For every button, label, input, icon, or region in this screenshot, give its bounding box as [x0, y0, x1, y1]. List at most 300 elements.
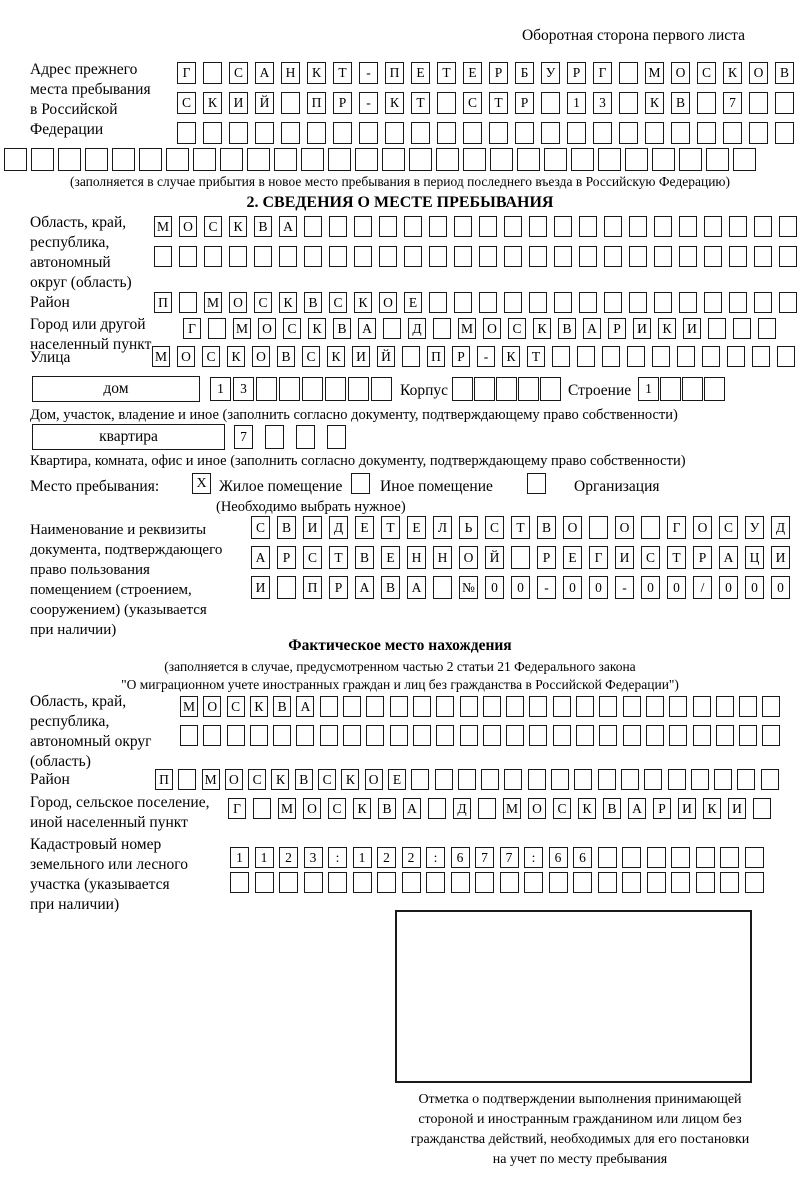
- cadastre-row-1: [230, 847, 764, 868]
- char-box: [180, 725, 198, 746]
- char-box: [623, 696, 641, 717]
- cadastre-row-2: [230, 872, 764, 893]
- char-box: О: [365, 769, 383, 790]
- char-box: К: [578, 798, 596, 819]
- char-box: [354, 216, 372, 237]
- char-box: 1: [567, 92, 586, 114]
- char-box: П: [155, 769, 173, 790]
- apartment-cells: [234, 425, 346, 449]
- char-box: [483, 725, 501, 746]
- char-box: [567, 122, 586, 144]
- char-box: [166, 148, 189, 171]
- char-box: О: [177, 346, 195, 367]
- char-box: К: [723, 62, 742, 84]
- char-box: С: [553, 798, 571, 819]
- char-box: [529, 246, 547, 267]
- char-box: [551, 769, 569, 790]
- char-box: У: [541, 62, 560, 84]
- char-box: [554, 216, 572, 237]
- char-box: [579, 216, 597, 237]
- char-box: О: [203, 696, 221, 717]
- char-box: О: [459, 546, 478, 569]
- char-box: С: [329, 292, 347, 313]
- actual-city-label-line: иной населенный пункт: [30, 814, 188, 831]
- char-box: [629, 292, 647, 313]
- char-box: [265, 425, 284, 449]
- region-label-line: республика,: [30, 234, 110, 251]
- char-box: В: [304, 292, 322, 313]
- house-note: Дом, участок, владение и иное (заполнить согласно документу, подтверждающему право собственности): [30, 407, 678, 423]
- char-box: Р: [515, 92, 534, 114]
- char-box: [451, 872, 470, 893]
- cadastre-label-line: участка (указывается: [30, 876, 170, 893]
- char-box: [625, 148, 648, 171]
- char-box: П: [307, 92, 326, 114]
- char-box: [753, 798, 771, 819]
- stay-type-checkbox-residential: X: [192, 473, 211, 494]
- char-box: [329, 246, 347, 267]
- char-box: [511, 546, 530, 569]
- region-label-line: автономный: [30, 254, 111, 271]
- char-box: 3: [593, 92, 612, 114]
- stay-type-option-other: Иное помещение: [380, 478, 493, 495]
- char-box: [250, 725, 268, 746]
- char-box: [739, 696, 757, 717]
- actual-region-label-line: республика,: [30, 713, 110, 730]
- char-box: [733, 318, 751, 339]
- char-box: :: [426, 847, 445, 868]
- char-box: [296, 425, 315, 449]
- char-box: [274, 148, 297, 171]
- char-box: А: [403, 798, 421, 819]
- char-box: Т: [511, 516, 530, 539]
- char-box: [379, 216, 397, 237]
- char-box: [654, 292, 672, 313]
- char-box: И: [352, 346, 370, 367]
- char-box: [255, 122, 274, 144]
- char-box: [483, 696, 501, 717]
- char-box: В: [355, 546, 374, 569]
- char-box: [775, 122, 794, 144]
- char-box: 1: [230, 847, 249, 868]
- char-box: [301, 148, 324, 171]
- char-box: К: [227, 346, 245, 367]
- char-box: [579, 246, 597, 267]
- char-box: [579, 292, 597, 313]
- char-box: [654, 216, 672, 237]
- char-box: А: [719, 546, 738, 569]
- char-box: [343, 725, 361, 746]
- char-box: [669, 725, 687, 746]
- char-box: [752, 346, 770, 367]
- region-row-2: [154, 246, 797, 267]
- char-box: [203, 725, 221, 746]
- char-box: [619, 92, 638, 114]
- char-box: К: [271, 769, 289, 790]
- char-box: -: [359, 62, 378, 84]
- char-box: [515, 122, 534, 144]
- char-box: В: [603, 798, 621, 819]
- prev-address-row-2: [177, 92, 794, 114]
- char-box: [553, 725, 571, 746]
- char-box: [540, 377, 561, 401]
- char-box: С: [229, 62, 248, 84]
- char-box: Р: [537, 546, 556, 569]
- char-box: Н: [281, 62, 300, 84]
- char-box: [359, 122, 378, 144]
- char-box: [577, 346, 595, 367]
- char-box: [435, 769, 453, 790]
- char-box: [654, 246, 672, 267]
- char-box: Р: [333, 92, 352, 114]
- prev-address-note: (заполняется в случае прибытия в новое место пребывания в период последнего въезда в Российскую Федерацию): [69, 174, 731, 189]
- char-box: [411, 769, 429, 790]
- char-box: О: [563, 516, 582, 539]
- char-box: [454, 216, 472, 237]
- char-box: [409, 148, 432, 171]
- char-box: [139, 148, 162, 171]
- char-box: [529, 292, 547, 313]
- char-box: [474, 377, 495, 401]
- char-box: -: [537, 576, 556, 599]
- char-box: [708, 318, 726, 339]
- char-box: 1: [255, 847, 274, 868]
- stay-type-option-residential: Жилое помещение: [219, 478, 343, 495]
- char-box: 0: [667, 576, 686, 599]
- char-box: -: [615, 576, 634, 599]
- char-box: [598, 847, 617, 868]
- char-box: [366, 725, 384, 746]
- char-box: [343, 696, 361, 717]
- char-box: [429, 292, 447, 313]
- char-box: 0: [485, 576, 504, 599]
- char-box: [329, 216, 347, 237]
- korpus-cells: [452, 377, 561, 401]
- char-box: С: [302, 346, 320, 367]
- char-box: 2: [279, 847, 298, 868]
- char-box: [489, 122, 508, 144]
- char-box: [574, 769, 592, 790]
- char-box: [749, 122, 768, 144]
- char-box: [328, 872, 347, 893]
- region-label-line: Область, край,: [30, 214, 127, 231]
- char-box: 7: [723, 92, 742, 114]
- actual-location-note-2: "О миграционном учете иностранных граждан и лиц без гражданства в Российской Федерации"): [121, 677, 679, 692]
- char-box: [454, 292, 472, 313]
- prev-address-label: [30, 60, 151, 140]
- char-box: А: [251, 546, 270, 569]
- char-box: И: [771, 546, 790, 569]
- char-box: А: [355, 576, 374, 599]
- char-box: К: [203, 92, 222, 114]
- char-box: [604, 292, 622, 313]
- char-box: [366, 696, 384, 717]
- char-box: С: [485, 516, 504, 539]
- char-box: [727, 346, 745, 367]
- prev-address-label-line: Федерации: [30, 121, 104, 138]
- char-box: [599, 725, 617, 746]
- char-box: [402, 346, 420, 367]
- char-box: [277, 576, 296, 599]
- char-box: [652, 148, 675, 171]
- district-row: [154, 292, 797, 313]
- char-box: К: [327, 346, 345, 367]
- char-box: [629, 246, 647, 267]
- house-widebox: дом: [32, 376, 200, 402]
- char-box: [621, 769, 639, 790]
- char-box: [307, 122, 326, 144]
- char-box: А: [583, 318, 601, 339]
- char-box: М: [180, 696, 198, 717]
- char-box: [385, 122, 404, 144]
- actual-location-title: Фактическое место нахождения: [288, 637, 512, 654]
- char-box: [553, 696, 571, 717]
- char-box: [379, 246, 397, 267]
- char-box: [604, 246, 622, 267]
- char-box: [589, 516, 608, 539]
- char-box: М: [278, 798, 296, 819]
- district-label: Район: [30, 294, 70, 311]
- char-box: Н: [433, 546, 452, 569]
- char-box: [348, 377, 369, 401]
- char-box: [671, 122, 690, 144]
- char-box: 1: [210, 377, 231, 401]
- prev-address-row-1: [177, 62, 794, 84]
- char-box: [619, 122, 638, 144]
- char-box: [682, 377, 703, 401]
- char-box: [179, 246, 197, 267]
- char-box: Й: [377, 346, 395, 367]
- region-label-line: округ (область): [30, 274, 132, 291]
- document-label-line: сооружением) (указывается: [30, 602, 207, 618]
- char-box: М: [202, 769, 220, 790]
- char-box: [479, 216, 497, 237]
- char-box: О: [749, 62, 768, 84]
- char-box: [652, 346, 670, 367]
- char-box: С: [719, 516, 738, 539]
- char-box: С: [318, 769, 336, 790]
- char-box: [669, 696, 687, 717]
- char-box: [693, 725, 711, 746]
- char-box: [697, 92, 716, 114]
- char-box: [254, 246, 272, 267]
- char-box: [598, 872, 617, 893]
- char-box: [704, 216, 722, 237]
- char-box: [646, 725, 664, 746]
- stroenie-cells: [638, 377, 725, 401]
- char-box: В: [671, 92, 690, 114]
- char-box: [325, 377, 346, 401]
- char-box: С: [508, 318, 526, 339]
- char-box: В: [273, 696, 291, 717]
- actual-region-row-2: [180, 725, 780, 746]
- char-box: [775, 92, 794, 114]
- char-box: [745, 872, 764, 893]
- char-box: 6: [573, 847, 592, 868]
- char-box: [193, 148, 216, 171]
- char-box: О: [671, 62, 690, 84]
- char-box: [573, 872, 592, 893]
- char-box: [706, 148, 729, 171]
- actual-region-label-line: автономный округ: [30, 733, 152, 750]
- char-box: [627, 346, 645, 367]
- region-label: [30, 213, 132, 293]
- char-box: О: [379, 292, 397, 313]
- char-box: [720, 872, 739, 893]
- char-box: [203, 122, 222, 144]
- char-box: [758, 318, 776, 339]
- char-box: С: [641, 546, 660, 569]
- char-box: П: [427, 346, 445, 367]
- char-box: [178, 769, 196, 790]
- char-box: [517, 148, 540, 171]
- char-box: [279, 246, 297, 267]
- char-box: [229, 122, 248, 144]
- document-label-line: помещением (строением,: [30, 582, 192, 598]
- char-box: 0: [745, 576, 764, 599]
- stay-type-checkbox-other: [351, 473, 370, 494]
- char-box: [679, 148, 702, 171]
- char-box: [647, 872, 666, 893]
- char-box: [302, 377, 323, 401]
- char-box: Е: [355, 516, 374, 539]
- document-row-2: [251, 546, 790, 569]
- char-box: [255, 872, 274, 893]
- char-box: К: [703, 798, 721, 819]
- char-box: М: [152, 346, 170, 367]
- confirmation-stamp-box: [395, 910, 752, 1083]
- cadastre-label-line: земельного или лесного: [30, 856, 188, 873]
- char-box: Е: [404, 292, 422, 313]
- city-label-line: Город или другой: [30, 316, 146, 333]
- char-box: К: [353, 798, 371, 819]
- char-box: [723, 122, 742, 144]
- char-box: [554, 292, 572, 313]
- char-box: Т: [527, 346, 545, 367]
- char-box: О: [225, 769, 243, 790]
- char-box: Й: [485, 546, 504, 569]
- char-box: О: [615, 516, 634, 539]
- char-box: [500, 872, 519, 893]
- char-box: [761, 769, 779, 790]
- char-box: А: [255, 62, 274, 84]
- stay-type-note: (Необходимо выбрать нужное): [216, 499, 406, 515]
- char-box: [390, 696, 408, 717]
- char-box: [404, 246, 422, 267]
- house-number-cells: [210, 377, 392, 401]
- char-box: [426, 872, 445, 893]
- char-box: [549, 872, 568, 893]
- char-box: С: [202, 346, 220, 367]
- char-box: В: [558, 318, 576, 339]
- char-box: [668, 769, 686, 790]
- char-box: [413, 725, 431, 746]
- char-box: Р: [489, 62, 508, 84]
- char-box: [281, 92, 300, 114]
- char-box: Е: [411, 62, 430, 84]
- prev-address-row-4: [4, 148, 756, 171]
- char-box: К: [502, 346, 520, 367]
- char-box: [524, 872, 543, 893]
- char-box: М: [154, 216, 172, 237]
- char-box: И: [683, 318, 701, 339]
- char-box: 1: [353, 847, 372, 868]
- char-box: [504, 246, 522, 267]
- char-box: [353, 872, 372, 893]
- char-box: [377, 872, 396, 893]
- char-box: [677, 346, 695, 367]
- char-box: [702, 346, 720, 367]
- stamp-caption-line: на учет по месту пребывания: [492, 1152, 668, 1167]
- char-box: [230, 872, 249, 893]
- char-box: Ь: [459, 516, 478, 539]
- char-box: [754, 216, 772, 237]
- char-box: Р: [452, 346, 470, 367]
- char-box: К: [341, 769, 359, 790]
- char-box: [552, 346, 570, 367]
- region-row-1: [154, 216, 797, 237]
- char-box: [641, 516, 660, 539]
- char-box: 6: [451, 847, 470, 868]
- char-box: [256, 377, 277, 401]
- char-box: [647, 847, 666, 868]
- char-box: [58, 148, 81, 171]
- char-box: [327, 425, 346, 449]
- char-box: С: [227, 696, 245, 717]
- char-box: [779, 216, 797, 237]
- char-box: О: [528, 798, 546, 819]
- char-box: 0: [589, 576, 608, 599]
- char-box: [704, 246, 722, 267]
- char-box: [729, 292, 747, 313]
- char-box: К: [279, 292, 297, 313]
- char-box: [544, 148, 567, 171]
- char-box: С: [177, 92, 196, 114]
- char-box: [220, 148, 243, 171]
- char-box: [437, 92, 456, 114]
- char-box: [204, 246, 222, 267]
- char-box: [328, 148, 351, 171]
- char-box: Д: [408, 318, 426, 339]
- document-row-1: [251, 516, 790, 539]
- char-box: Т: [667, 546, 686, 569]
- char-box: [304, 246, 322, 267]
- char-box: [429, 246, 447, 267]
- char-box: [598, 148, 621, 171]
- char-box: С: [204, 216, 222, 237]
- char-box: [602, 346, 620, 367]
- char-box: И: [615, 546, 634, 569]
- char-box: [454, 246, 472, 267]
- char-box: Д: [771, 516, 790, 539]
- char-box: К: [307, 62, 326, 84]
- char-box: [598, 769, 616, 790]
- char-box: 7: [234, 425, 253, 449]
- char-box: О: [693, 516, 712, 539]
- char-box: [281, 122, 300, 144]
- char-box: [554, 246, 572, 267]
- char-box: В: [537, 516, 556, 539]
- char-box: Т: [381, 516, 400, 539]
- char-box: Р: [329, 576, 348, 599]
- char-box: [437, 122, 456, 144]
- char-box: [355, 148, 378, 171]
- char-box: К: [385, 92, 404, 114]
- char-box: [696, 872, 715, 893]
- char-box: 1: [638, 377, 659, 401]
- char-box: Д: [329, 516, 348, 539]
- char-box: Н: [407, 546, 426, 569]
